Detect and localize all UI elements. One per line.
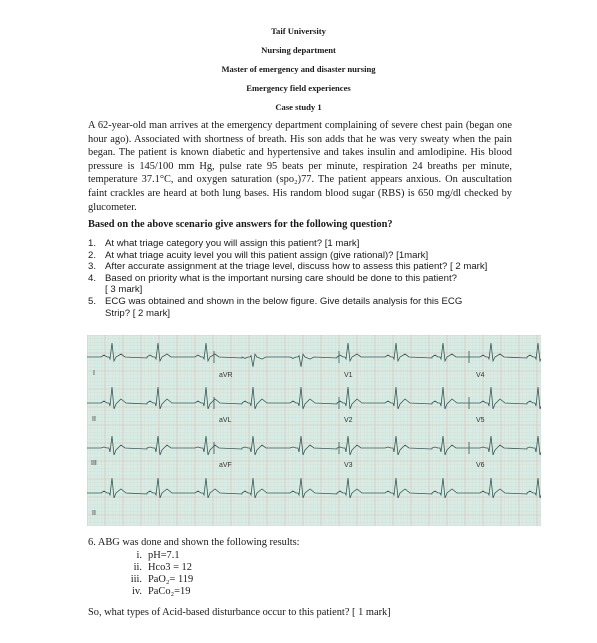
lead-label-aVF: aVF (219, 462, 232, 469)
lead-label-aVL: aVL (219, 417, 232, 424)
ecg-traces (87, 343, 541, 498)
department-title: Nursing department (261, 45, 336, 55)
ecg-trace (87, 343, 541, 367)
question-item (88, 296, 518, 319)
program-title: Master of emergency and disaster nursing (221, 64, 376, 74)
abg-roman: iv. (131, 586, 142, 597)
lead-label-V6: V6 (476, 462, 485, 469)
abg-roman: iii. (130, 574, 142, 585)
question-text: At what triage category you will assign this patient? [1 mark] (105, 238, 360, 249)
abg-roman: i. (136, 550, 142, 561)
question-list (88, 238, 518, 319)
question-text: ECG was obtained and shown in the below figure. Give details analysis for this ECG Strip? [ 2 mark] (105, 295, 463, 319)
university-title: Taif University (271, 26, 326, 36)
ecg-trace (87, 387, 541, 409)
lead-label-II: II (92, 416, 96, 423)
abg-roman: ii. (133, 562, 142, 573)
lead-label-III: III (91, 460, 97, 467)
abg-item (118, 586, 190, 598)
question-text: Based on priority what is the important nursing care should be done to this patient? [ 3 mark] (105, 272, 457, 296)
abg-value: Hco3 = 12 (148, 562, 192, 573)
question-item (88, 273, 518, 296)
final-question: So, what types of Acid-based disturbance occur to this patient? [ 1 mark] (88, 607, 391, 618)
question-item (88, 238, 518, 250)
abg-value: pH=7.1 (148, 550, 180, 561)
lead-label-I: I (93, 370, 95, 377)
abg-item (118, 574, 193, 586)
question-item (88, 250, 518, 262)
abg-item (118, 562, 192, 574)
abg-value: PaCo₂=19 (148, 586, 191, 597)
ecg-strip (87, 335, 541, 526)
question-item (88, 261, 518, 273)
lead-label-aVR: aVR (219, 372, 233, 379)
abg-value: PaO₂= 119 (148, 574, 194, 585)
lead-label-V2: V2 (344, 417, 353, 424)
question-number: 2. (88, 249, 97, 261)
ecg-trace (87, 478, 541, 498)
course-title: Emergency field experiences (246, 83, 351, 93)
question-text: At what triage acuity level you will this patient assign (give rational)? [1mark] (105, 249, 429, 261)
case-title: Case study 1 (275, 102, 322, 112)
ecg-figure (87, 335, 541, 526)
lead-label-V3: V3 (344, 462, 353, 469)
question-text: After accurate assignment at the triage level, discuss how to assess this patient? [ 2 mark] (105, 261, 488, 273)
lead-label-V1: V1 (344, 372, 353, 379)
ecg-grid (87, 335, 541, 526)
lead-label-V4: V4 (476, 372, 485, 379)
question-number: 1. (88, 238, 97, 249)
abg-heading: 6. ABG was done and shown the following results: (88, 537, 300, 548)
question-number: 5. (88, 295, 97, 307)
lead-label-V5: V5 (476, 417, 485, 424)
question-number: 3. (88, 261, 97, 273)
question-number: 4. (88, 272, 97, 284)
lead-label-II-rhythm: II (92, 510, 96, 517)
questions-heading: Based on the above scenario give answers for the following question? (88, 219, 393, 230)
ecg-lead-labels (91, 370, 485, 517)
ecg-trace (87, 436, 541, 455)
scenario-paragraph: A 62-year-old man arrives at the emergency department complaining of severe chest pain (began one hour ago). Associated with shortness of breath. His son adds that he was very sweaty when the pain began. The patient is known diabetic and hypertensive and takes insulin and amlodipine. His blood pressure is 145/100 mm Hg, pulse rate 95 beats per minute, respiration 24 breaths per minute, temperature 37.1°C, and oxygen saturation (spo₂)77. The patient appears anxious. On auscultation faint crackles are heard at both lung bases. His random blood sugar (RBS) is 650 mg/dl checked by glucometer. (88, 120, 512, 213)
abg-item (118, 550, 180, 562)
